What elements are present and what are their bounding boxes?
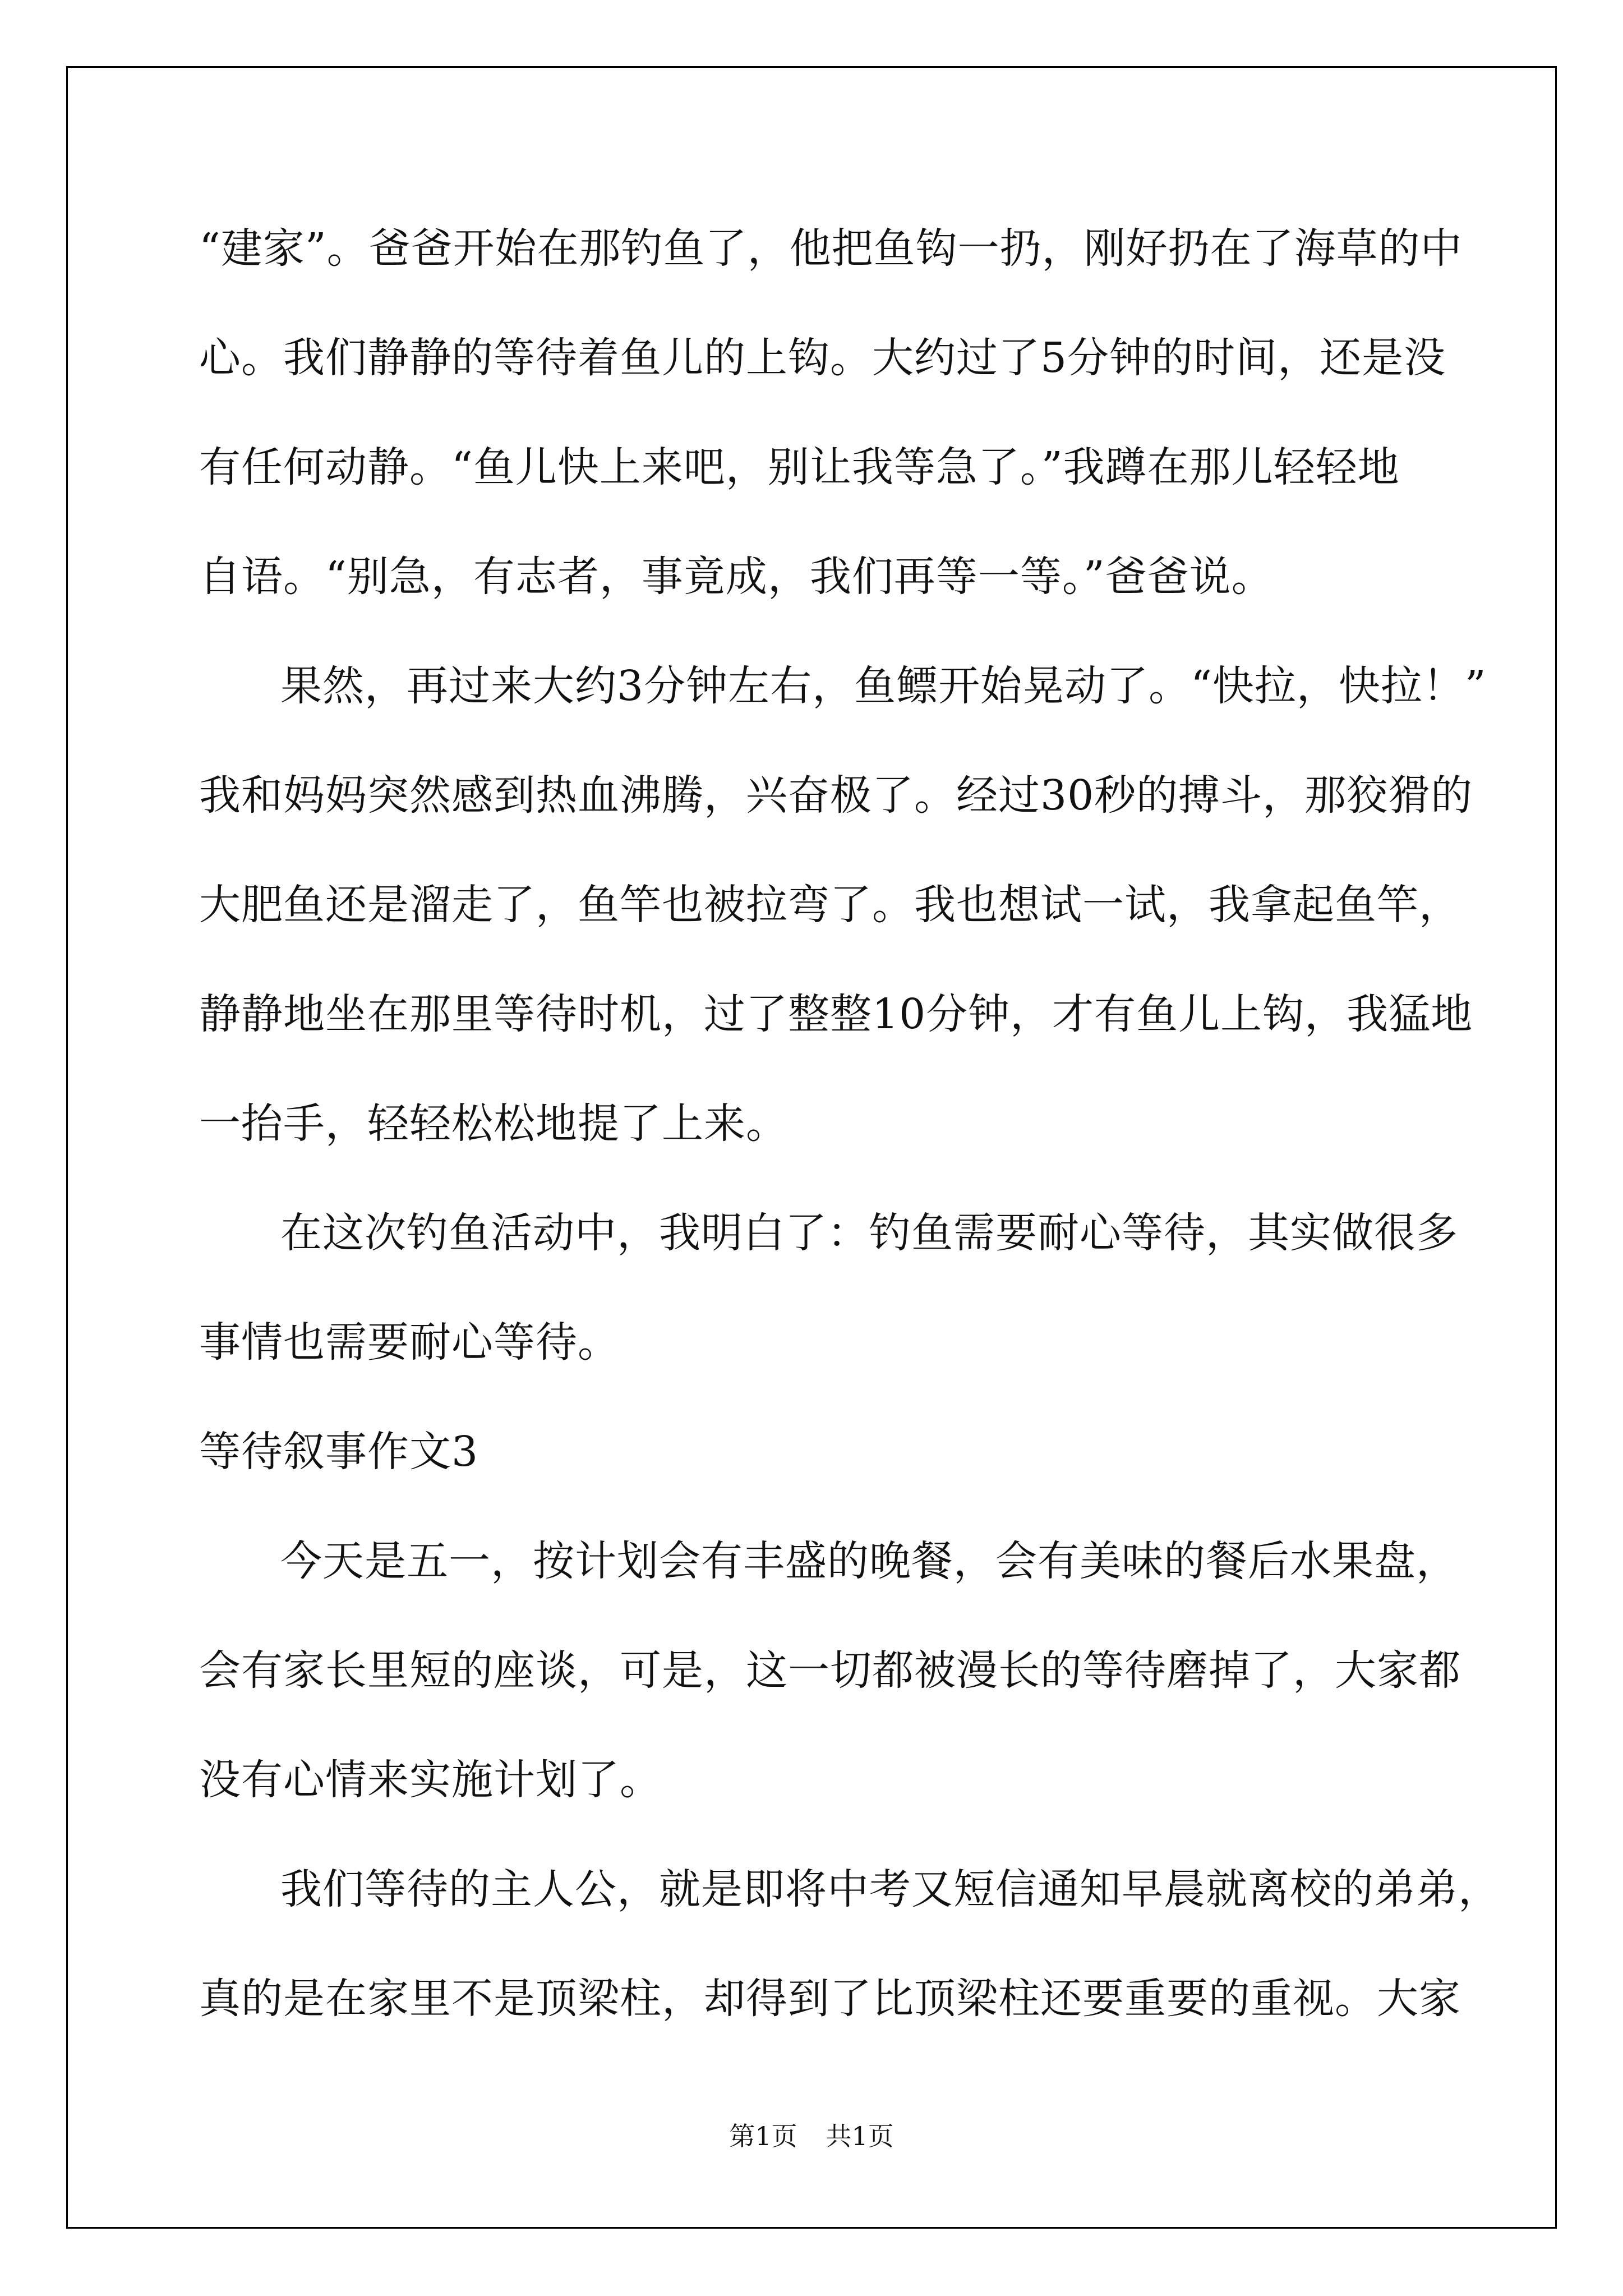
text-line-10: 在这次钓鱼活动中，我明白了：钓鱼需要耐心等待，其实做很多	[280, 1209, 1458, 1257]
text-line-5: 果然，再过来大约3分钟左右，鱼鳔开始晃动了。“快拉，快拉！”	[280, 662, 1487, 710]
text-line-3: 有任何动静。“鱼儿快上来吧，别让我等急了。”我蹲在那儿轻轻地	[199, 443, 1400, 491]
page-total: 共1页	[826, 2121, 894, 2151]
text-line-14: 会有家长里短的座谈，可是，这一切都被漫长的等待磨掉了，大家都	[199, 1646, 1461, 1695]
text-line-17: 真的是在家里不是顶梁柱，却得到了比顶梁柱还要重要的重视。大家	[199, 1975, 1461, 2023]
text-line-4: 自语。“别急，有志者，事竟成，我们再等一等。”爸爸说。	[199, 553, 1274, 601]
page-footer	[0, 2119, 1623, 2153]
text-line-1: “建家”。爸爸开始在那钓鱼了，他把鱼钩一扔，刚好扔在了海草的中	[199, 224, 1463, 273]
text-line-15: 没有心情来实施计划了。	[199, 1756, 662, 1804]
text-line-7: 大肥鱼还是溜走了，鱼竿也被拉弯了。我也想试一试，我拿起鱼竿，	[199, 881, 1461, 929]
text-line-13: 今天是五一，按计划会有丰盛的晚餐，会有美味的餐后水果盘，	[280, 1537, 1458, 1585]
page-number: 第1页	[729, 2121, 797, 2151]
text-line-2: 心。我们静静的等待着鱼儿的上钩。大约过了5分钟的时间，还是没	[199, 334, 1446, 382]
text-line-8: 静静地坐在那里等待时机，过了整整10分钟，才有鱼儿上钩，我猛地	[199, 990, 1473, 1038]
text-line-11: 事情也需要耐心等待。	[199, 1318, 620, 1366]
text-line-16: 我们等待的主人公，就是即将中考又短信通知早晨就离校的弟弟，	[280, 1865, 1500, 1913]
text-line-6: 我和妈妈突然感到热血沸腾，兴奋极了。经过30秒的搏斗，那狡猾的	[199, 771, 1473, 820]
section-heading: 等待叙事作文3	[199, 1428, 479, 1476]
text-line-9: 一抬手，轻轻松松地提了上来。	[199, 1099, 788, 1148]
